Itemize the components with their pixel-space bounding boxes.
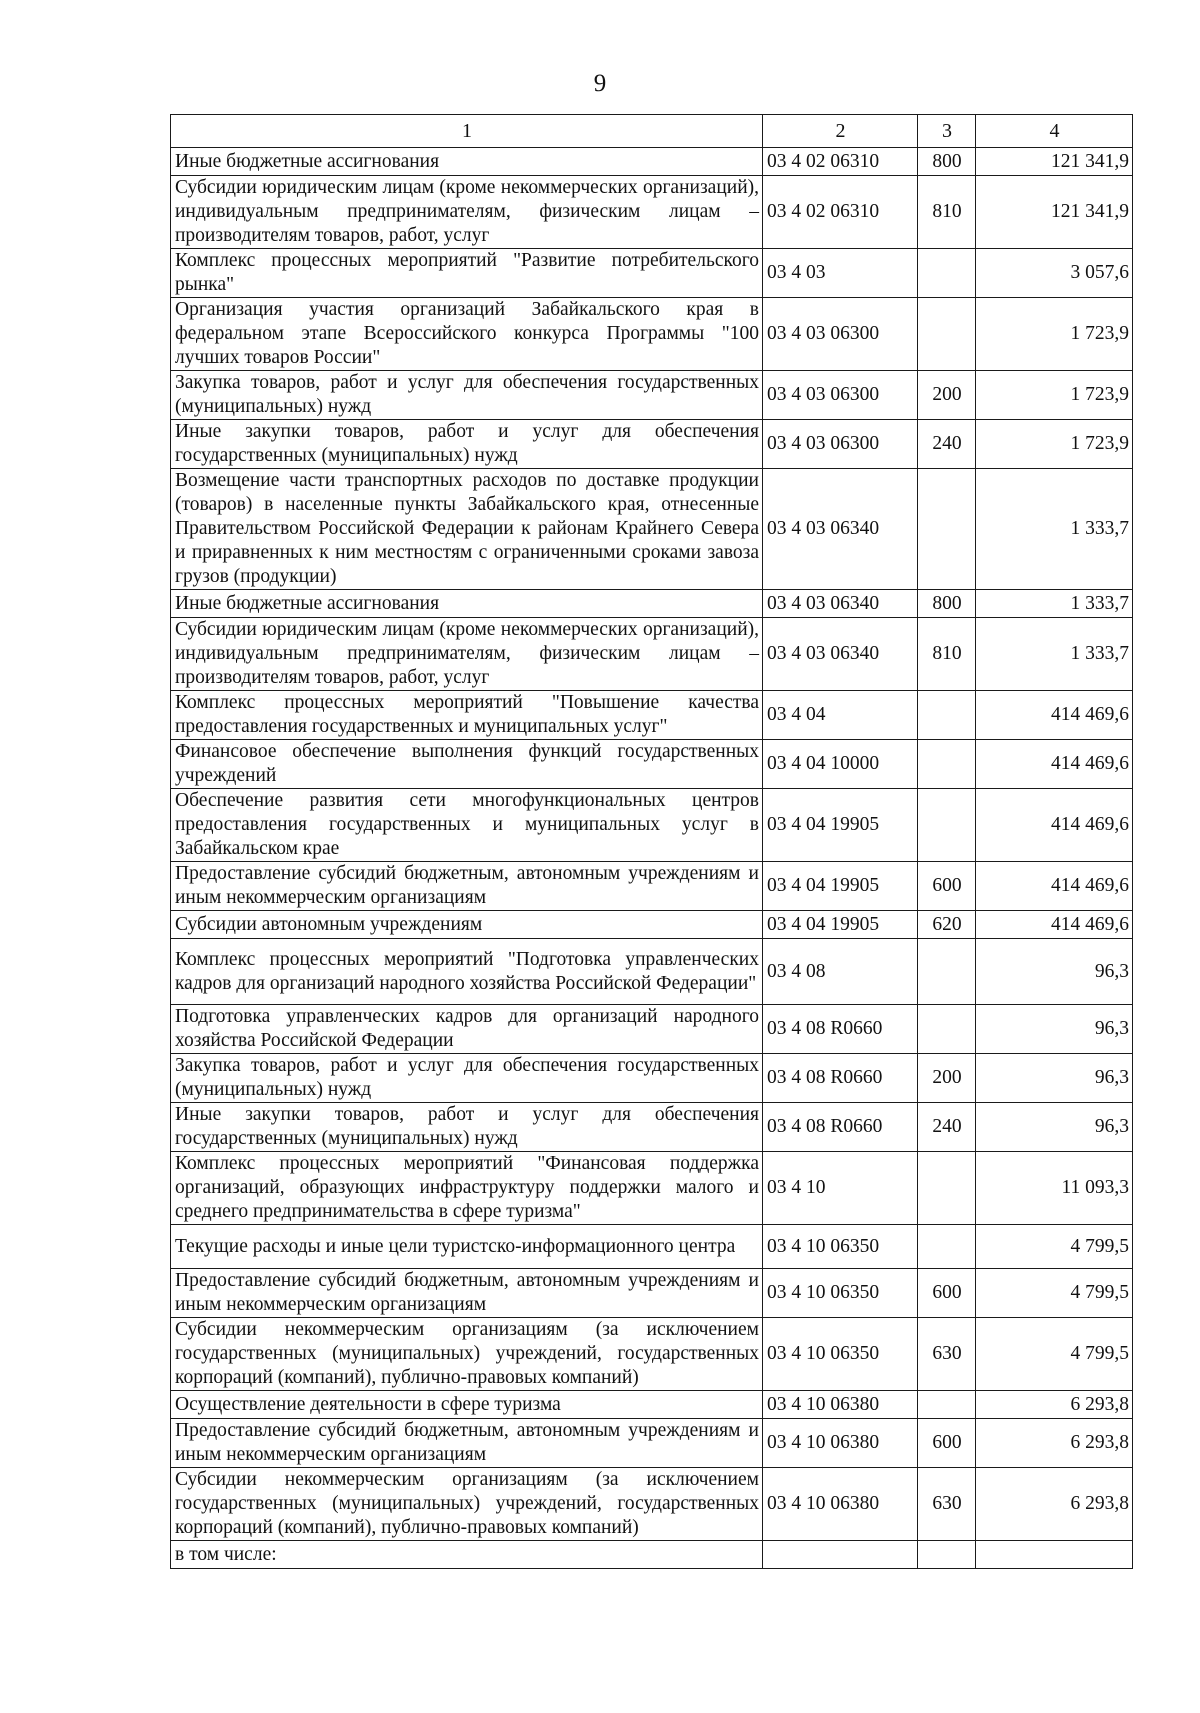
- row-amount-cell: 414 469,6: [976, 740, 1133, 789]
- row-name-cell: Субсидии автономным учреждениям: [171, 911, 763, 939]
- table-row: [171, 298, 1133, 371]
- row-name-cell: Субсидии некоммерческим организациям (за исключением государственных (муниципальных) учреждений, государственных корпораций (компаний), публично-правовых компаний): [171, 1318, 763, 1391]
- row-code-cell: 03 4 02 06310: [763, 148, 918, 176]
- row-code-cell: 03 4 10 06350: [763, 1318, 918, 1391]
- table-row: [171, 249, 1133, 298]
- table-row: [171, 1225, 1133, 1269]
- row-name-cell: в том числе:: [171, 1541, 763, 1569]
- table-row: [171, 789, 1133, 862]
- row-expense-type-cell: 200: [918, 1054, 976, 1103]
- row-name-cell: Обеспечение развития сети многофункциональных центров предоставления государственных и муниципальных услуг в Забайкальском крае: [171, 789, 763, 862]
- row-amount-cell: 96,3: [976, 1005, 1133, 1054]
- row-expense-type-cell: 810: [918, 176, 976, 249]
- row-amount-cell: 6 293,8: [976, 1391, 1133, 1419]
- table-row: [171, 176, 1133, 249]
- row-name-cell: Иные бюджетные ассигнования: [171, 148, 763, 176]
- row-expense-type-cell: 600: [918, 862, 976, 911]
- row-code-cell: 03 4 04 19905: [763, 789, 918, 862]
- row-name-cell: Иные закупки товаров, работ и услуг для обеспечения государственных (муниципальных) нужд: [171, 420, 763, 469]
- row-expense-type-cell: 600: [918, 1419, 976, 1468]
- table-row: [171, 371, 1133, 420]
- table-row: [171, 1541, 1133, 1569]
- row-code-cell: 03 4 08: [763, 939, 918, 1005]
- row-name-cell: Комплекс процессных мероприятий "Развитие потребительского рынка": [171, 249, 763, 298]
- row-code-cell: 03 4 03 06340: [763, 618, 918, 691]
- row-expense-type-cell: [918, 939, 976, 1005]
- row-expense-type-cell: 240: [918, 420, 976, 469]
- row-name-cell: Организация участия организаций Забайкальского края в федеральном этапе Всероссийского конкурса Программы "100 лучших товаров России": [171, 298, 763, 371]
- row-code-cell: 03 4 04 10000: [763, 740, 918, 789]
- row-code-cell: 03 4 10 06380: [763, 1468, 918, 1541]
- row-code-cell: 03 4 10 06380: [763, 1391, 918, 1419]
- row-code-cell: 03 4 04 19905: [763, 911, 918, 939]
- row-name-cell: Текущие расходы и иные цели туристско-информационного центра: [171, 1225, 763, 1269]
- row-name-cell: Комплекс процессных мероприятий "Повышение качества предоставления государственных и муниципальных услуг": [171, 691, 763, 740]
- table-row: [171, 862, 1133, 911]
- row-code-cell: 03 4 03: [763, 249, 918, 298]
- row-code-cell: 03 4 02 06310: [763, 176, 918, 249]
- row-name-cell: Закупка товаров, работ и услуг для обеспечения государственных (муниципальных) нужд: [171, 1054, 763, 1103]
- row-amount-cell: 4 799,5: [976, 1269, 1133, 1318]
- header-col-2: 2: [763, 115, 918, 148]
- table-row: [171, 1269, 1133, 1318]
- row-amount-cell: 11 093,3: [976, 1152, 1133, 1225]
- row-expense-type-cell: 600: [918, 1269, 976, 1318]
- row-amount-cell: 1 333,7: [976, 590, 1133, 618]
- table-row: [171, 1152, 1133, 1225]
- row-amount-cell: 96,3: [976, 1103, 1133, 1152]
- row-name-cell: Предоставление субсидий бюджетным, автономным учреждениям и иным некоммерческим организациям: [171, 1269, 763, 1318]
- row-amount-cell: 1 333,7: [976, 469, 1133, 590]
- row-code-cell: 03 4 03 06340: [763, 469, 918, 590]
- table-row: [171, 939, 1133, 1005]
- row-expense-type-cell: 240: [918, 1103, 976, 1152]
- row-expense-type-cell: [918, 740, 976, 789]
- table-row: [171, 740, 1133, 789]
- row-amount-cell: 6 293,8: [976, 1419, 1133, 1468]
- row-expense-type-cell: 800: [918, 148, 976, 176]
- row-code-cell: 03 4 03 06300: [763, 371, 918, 420]
- row-expense-type-cell: [918, 298, 976, 371]
- row-expense-type-cell: [918, 789, 976, 862]
- row-amount-cell: 1 333,7: [976, 618, 1133, 691]
- row-expense-type-cell: [918, 249, 976, 298]
- row-amount-cell: 1 723,9: [976, 420, 1133, 469]
- row-code-cell: 03 4 04 19905: [763, 862, 918, 911]
- row-expense-type-cell: 620: [918, 911, 976, 939]
- row-expense-type-cell: [918, 1225, 976, 1269]
- row-code-cell: 03 4 10 06350: [763, 1225, 918, 1269]
- table-row: [171, 420, 1133, 469]
- table-row: [171, 469, 1133, 590]
- budget-table-body: [171, 115, 1133, 1569]
- row-amount-cell: [976, 1541, 1133, 1569]
- row-expense-type-cell: [918, 1541, 976, 1569]
- row-name-cell: Субсидии юридическим лицам (кроме некоммерческих организаций), индивидуальным предпринимателям, физическим лицам – производителям товаров, работ, услуг: [171, 176, 763, 249]
- table-row: [171, 1054, 1133, 1103]
- row-amount-cell: 1 723,9: [976, 371, 1133, 420]
- table-row: [171, 1468, 1133, 1541]
- row-expense-type-cell: 200: [918, 371, 976, 420]
- table-row: [171, 1005, 1133, 1054]
- row-amount-cell: 6 293,8: [976, 1468, 1133, 1541]
- table-row: [171, 590, 1133, 618]
- row-name-cell: Субсидии юридическим лицам (кроме некоммерческих организаций), индивидуальным предпринимателям, физическим лицам – производителям товаров, работ, услуг: [171, 618, 763, 691]
- row-code-cell: 03 4 10 06350: [763, 1269, 918, 1318]
- row-expense-type-cell: [918, 691, 976, 740]
- row-expense-type-cell: 630: [918, 1468, 976, 1541]
- row-name-cell: Предоставление субсидий бюджетным, автономным учреждениям и иным некоммерческим организациям: [171, 862, 763, 911]
- row-amount-cell: 4 799,5: [976, 1225, 1133, 1269]
- row-name-cell: Субсидии некоммерческим организациям (за исключением государственных (муниципальных) учреждений, государственных корпораций (компаний), публично-правовых компаний): [171, 1468, 763, 1541]
- row-amount-cell: 96,3: [976, 939, 1133, 1005]
- row-name-cell: Предоставление субсидий бюджетным, автономным учреждениям и иным некоммерческим организациям: [171, 1419, 763, 1468]
- row-code-cell: 03 4 08 R0660: [763, 1103, 918, 1152]
- row-expense-type-cell: [918, 1152, 976, 1225]
- row-amount-cell: 3 057,6: [976, 249, 1133, 298]
- header-col-4: 4: [976, 115, 1133, 148]
- row-amount-cell: 121 341,9: [976, 148, 1133, 176]
- row-expense-type-cell: [918, 1005, 976, 1054]
- table-row: [171, 1419, 1133, 1468]
- row-name-cell: Подготовка управленческих кадров для организаций народного хозяйства Российской Федерации: [171, 1005, 763, 1054]
- row-amount-cell: 414 469,6: [976, 911, 1133, 939]
- row-amount-cell: 414 469,6: [976, 691, 1133, 740]
- row-amount-cell: 96,3: [976, 1054, 1133, 1103]
- row-code-cell: [763, 1541, 918, 1569]
- table-row: [171, 618, 1133, 691]
- table-row: [171, 911, 1133, 939]
- row-name-cell: Комплекс процессных мероприятий "Подготовка управленческих кадров для организаций народного хозяйства Российской Федерации": [171, 939, 763, 1005]
- row-amount-cell: 414 469,6: [976, 789, 1133, 862]
- row-expense-type-cell: 810: [918, 618, 976, 691]
- row-expense-type-cell: 800: [918, 590, 976, 618]
- table-row: [171, 691, 1133, 740]
- table-header-row: [171, 115, 1133, 148]
- row-expense-type-cell: [918, 1391, 976, 1419]
- row-amount-cell: 4 799,5: [976, 1318, 1133, 1391]
- row-name-cell: Комплекс процессных мероприятий "Финансовая поддержка организаций, образующих инфраструктуру поддержки малого и среднего предпринимательства в сфере туризма": [171, 1152, 763, 1225]
- row-name-cell: Финансовое обеспечение выполнения функций государственных учреждений: [171, 740, 763, 789]
- table-row: [171, 1391, 1133, 1419]
- row-code-cell: 03 4 08 R0660: [763, 1054, 918, 1103]
- budget-table: [170, 114, 1133, 1569]
- row-amount-cell: 414 469,6: [976, 862, 1133, 911]
- row-code-cell: 03 4 03 06300: [763, 420, 918, 469]
- row-code-cell: 03 4 08 R0660: [763, 1005, 918, 1054]
- row-name-cell: Иные бюджетные ассигнования: [171, 590, 763, 618]
- table-row: [171, 1318, 1133, 1391]
- row-name-cell: Осуществление деятельности в сфере туризма: [171, 1391, 763, 1419]
- row-amount-cell: 1 723,9: [976, 298, 1133, 371]
- row-code-cell: 03 4 03 06340: [763, 590, 918, 618]
- row-code-cell: 03 4 10: [763, 1152, 918, 1225]
- row-name-cell: Возмещение части транспортных расходов по доставке продукции (товаров) в населенные пункты Забайкальского края, отнесенные Правительством Российской Федерации к районам Крайнего Севера и приравненных к ним местностям с ограниченными сроками завоза грузов (продукции): [171, 469, 763, 590]
- header-col-1: 1: [171, 115, 763, 148]
- row-expense-type-cell: 630: [918, 1318, 976, 1391]
- header-col-3: 3: [918, 115, 976, 148]
- row-code-cell: 03 4 04: [763, 691, 918, 740]
- row-amount-cell: 121 341,9: [976, 176, 1133, 249]
- row-name-cell: Закупка товаров, работ и услуг для обеспечения государственных (муниципальных) нужд: [171, 371, 763, 420]
- row-expense-type-cell: [918, 469, 976, 590]
- table-row: [171, 148, 1133, 176]
- page-number: 9: [593, 70, 607, 97]
- row-code-cell: 03 4 03 06300: [763, 298, 918, 371]
- row-name-cell: Иные закупки товаров, работ и услуг для обеспечения государственных (муниципальных) нужд: [171, 1103, 763, 1152]
- row-code-cell: 03 4 10 06380: [763, 1419, 918, 1468]
- table-row: [171, 1103, 1133, 1152]
